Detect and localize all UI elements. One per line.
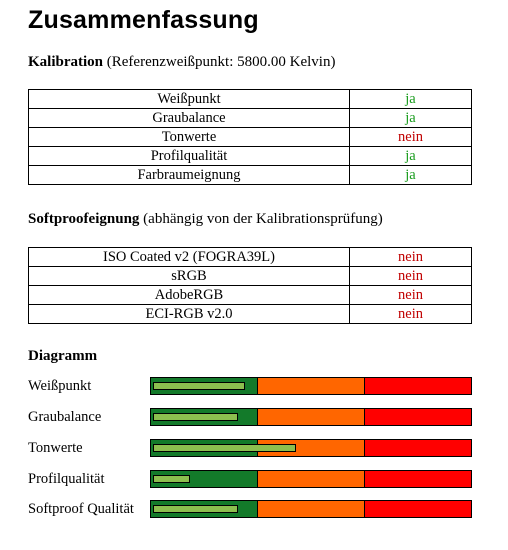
meter-zone-bad (365, 440, 471, 456)
quality-meter (150, 377, 472, 395)
meter-zone-medium (258, 378, 365, 394)
check-result: nein (350, 128, 472, 147)
calibration-heading-note: (Referenzweißpunkt: 5800.00 Kelvin) (106, 54, 336, 70)
meter-zone-medium (258, 409, 365, 425)
table-row (29, 267, 472, 286)
diagram-row-label: Graubalance (28, 409, 102, 425)
diagram-row (28, 408, 472, 426)
check-label: Farbraumeignung (29, 166, 350, 185)
page-title: Zusammenfassung (28, 6, 259, 34)
profile-label: ISO Coated v2 (FOGRA39L) (29, 248, 350, 267)
table-row (29, 128, 472, 147)
table-row (29, 305, 472, 324)
diagram-row-label: Weißpunkt (28, 378, 92, 394)
meter-zone-bad (365, 471, 471, 487)
diagram-row (28, 500, 472, 518)
meter-level-bar (153, 505, 238, 513)
table-row (29, 90, 472, 109)
check-result: ja (350, 109, 472, 128)
calibration-heading-label: Kalibration (28, 54, 104, 70)
diagram-row-label: Tonwerte (28, 440, 83, 456)
diagram-heading (28, 348, 97, 365)
softproof-table (28, 247, 472, 324)
diagram-row (28, 439, 472, 457)
calibration-heading (28, 54, 335, 71)
meter-level-bar (153, 444, 296, 452)
check-label: Graubalance (29, 109, 350, 128)
quality-meter (150, 470, 472, 488)
diagram-row (28, 377, 472, 395)
meter-zone-medium (258, 471, 365, 487)
profile-result: nein (350, 248, 472, 267)
diagram-row-label: Softproof Qualität (28, 501, 134, 517)
check-label: Weißpunkt (29, 90, 350, 109)
profile-label: ECI-RGB v2.0 (29, 305, 350, 324)
meter-level-bar (153, 382, 245, 390)
meter-level-bar (153, 475, 190, 483)
meter-zone-bad (365, 409, 471, 425)
table-row (29, 109, 472, 128)
quality-meter (150, 439, 472, 457)
check-result: ja (350, 147, 472, 166)
meter-zone-bad (365, 501, 471, 517)
softproof-heading-label: Softproofeignung (28, 211, 140, 227)
table-row (29, 286, 472, 305)
profile-result: nein (350, 286, 472, 305)
diagram-row-label: Profilqualität (28, 471, 105, 487)
quality-meter (150, 408, 472, 426)
softproof-heading-note: (abhängig von der Kalibrationsprüfung) (143, 211, 383, 227)
profile-label: sRGB (29, 267, 350, 286)
table-row (29, 166, 472, 185)
diagram-row (28, 470, 472, 488)
calibration-table (28, 89, 472, 185)
check-label: Profilqualität (29, 147, 350, 166)
table-row (29, 147, 472, 166)
meter-zone-medium (258, 501, 365, 517)
check-result: ja (350, 90, 472, 109)
check-label: Tonwerte (29, 128, 350, 147)
meter-zone-bad (365, 378, 471, 394)
meter-level-bar (153, 413, 238, 421)
diagram-heading-label: Diagramm (28, 348, 98, 364)
profile-result: nein (350, 267, 472, 286)
quality-meter (150, 500, 472, 518)
check-result: ja (350, 166, 472, 185)
profile-label: AdobeRGB (29, 286, 350, 305)
table-row (29, 248, 472, 267)
softproof-heading (28, 211, 383, 228)
profile-result: nein (350, 305, 472, 324)
